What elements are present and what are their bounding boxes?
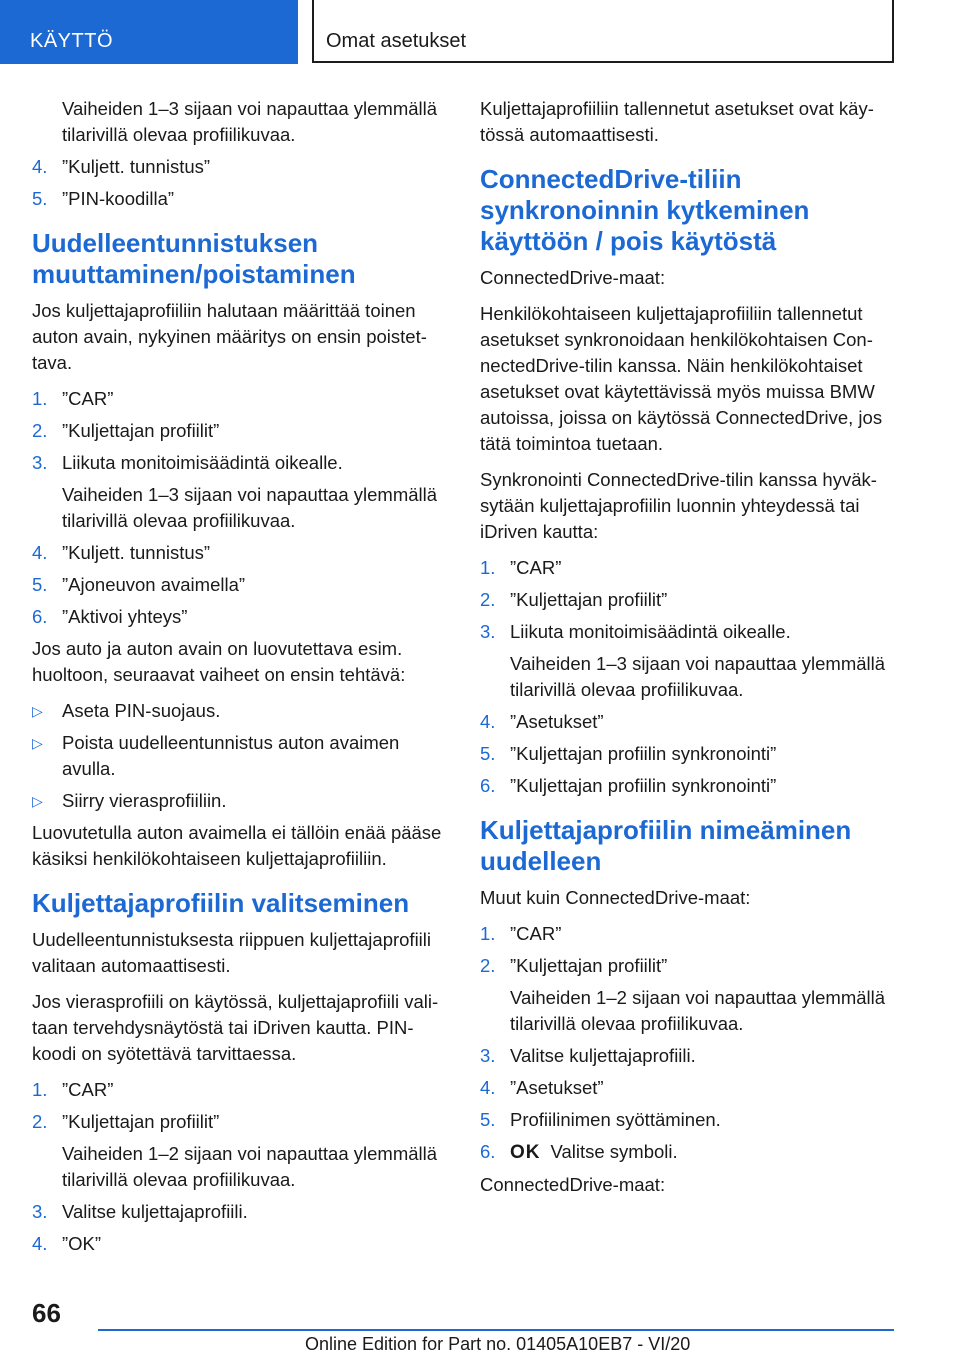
list-item [480, 1075, 900, 1101]
page-title: Omat asetukset [326, 30, 467, 52]
step-text: ”Kuljett. tunnistus” [62, 542, 211, 563]
paragraph: Muut kuin ConnectedDrive-maat: [480, 887, 751, 908]
step-text: Liikuta monitoimisäädintä oikealle. [510, 621, 791, 642]
step-text: Valitse symboli. [550, 1141, 678, 1162]
step-number: 3. [480, 621, 496, 642]
bullet-item [32, 730, 452, 782]
step-note: Vaiheiden 1–3 sijaan voi napauttaa ylemmällä tilarivillä olevaa profiilikuvaa. [62, 98, 438, 145]
chapter-label: KÄYTTÖ [30, 30, 114, 52]
step-text: ”CAR” [62, 1079, 114, 1100]
section-heading: Uudelleentunnistuksen muuttaminen/poistaminen [32, 228, 356, 289]
step-text: Valitse kuljettajaprofiili. [62, 1201, 248, 1222]
step-note: Vaiheiden 1–3 sijaan voi napauttaa ylemmällä tilarivillä olevaa profiilikuvaa. [510, 653, 886, 700]
step-number: 4. [32, 1233, 48, 1254]
step-text: ”OK” [62, 1233, 102, 1254]
paragraph: Synkronointi ConnectedDrive-tilin kanssa hyväksytään kuljettajaprofiilin luonnin yhteydessä tai iDriven kautta: [480, 469, 877, 542]
list-item [480, 709, 900, 735]
step-note: Vaiheiden 1–3 sijaan voi napauttaa ylemmällä tilarivillä olevaa profiilikuvaa. [62, 484, 438, 531]
step-number: 1. [32, 388, 48, 409]
step-number: 4. [32, 542, 48, 563]
paragraph: Jos auto ja auton avain on luovutettava esim. huoltoon, seuraavat vaiheet on ensin tehtävä: [32, 638, 406, 685]
step-text: ”Kuljettajan profiilit” [510, 955, 668, 976]
step-number: 1. [480, 923, 496, 944]
triangle-bullet-icon: ▷ [32, 793, 43, 809]
step-number: 6. [480, 775, 496, 796]
step-text: Valitse kuljettajaprofiili. [510, 1045, 696, 1066]
triangle-bullet-icon: ▷ [32, 703, 43, 719]
step-number: 6. [480, 1141, 496, 1162]
step-text: Liikuta monitoimisäädintä oikealle. [62, 452, 343, 473]
step-text: ”CAR” [510, 557, 562, 578]
step-text: ”Kuljettajan profiilit” [62, 420, 220, 441]
page-number: 66 [32, 1298, 61, 1328]
section-heading: Kuljettajaprofiilin valitseminen [32, 888, 410, 918]
list-item [32, 572, 452, 598]
list-item [32, 1109, 452, 1135]
paragraph: Jos kuljettajaprofiiliin halutaan määrittää toinen auton avain, nykyinen määritys on ensin poistettava. [32, 300, 427, 373]
paragraph: Uudelleentunnistuksesta riippuen kuljettajaprofiili valitaan automaattisesti. [32, 929, 432, 976]
step-number: 2. [32, 420, 48, 441]
list-item [480, 953, 900, 979]
list-item [32, 604, 452, 630]
ok-icon: OK [510, 1142, 541, 1163]
step-number: 5. [480, 743, 496, 764]
list-item [32, 186, 452, 212]
step-number: 5. [32, 574, 48, 595]
list-item [480, 741, 900, 767]
list-item [32, 1077, 452, 1103]
list-item [480, 1107, 900, 1133]
step-text: ”Asetukset” [510, 1077, 604, 1098]
paragraph: Henkilökohtaiseen kuljettajaprofiiliin tallennetut asetukset synkronoidaan henkilökohtaisen ConnectedDrive-tilin kanssa. Näin henkilökohtaiset asetukset ovat käytettävissä myös muissa BMW autoissa, joissa on käytössä ConnectedDrive, jos tätä toimintoa tuetaan. [480, 303, 883, 454]
step-text: ”Kuljett. tunnistus” [62, 156, 211, 177]
step-text: ”CAR” [62, 388, 114, 409]
list-item [480, 921, 900, 947]
footer-divider [98, 1329, 894, 1331]
list-item [32, 418, 452, 444]
step-number: 5. [32, 188, 48, 209]
list-item [480, 1139, 900, 1166]
list-item [480, 587, 900, 613]
list-item [480, 1043, 900, 1069]
paragraph: Luovutetulla auton avaimella ei tällöin enää pääse käsiksi henkilökohtaiseen kuljettajaprofiiliin. [32, 822, 442, 869]
triangle-bullet-icon: ▷ [32, 735, 43, 751]
step-number: 3. [480, 1045, 496, 1066]
right-column [480, 96, 900, 1208]
list-item [480, 773, 900, 799]
list-item [32, 450, 452, 476]
paragraph: ConnectedDrive-maat: [480, 1174, 666, 1195]
step-number: 5. [480, 1109, 496, 1130]
step-number: 1. [480, 557, 496, 578]
step-number: 1. [32, 1079, 48, 1100]
step-text: ”PIN-koodilla” [62, 188, 175, 209]
step-number: 4. [480, 711, 496, 732]
header-title-box [312, 0, 894, 63]
step-text: ”CAR” [510, 923, 562, 944]
paragraph: ConnectedDrive-maat: [480, 267, 666, 288]
step-text: ”Asetukset” [510, 711, 604, 732]
step-number: 4. [32, 156, 48, 177]
list-item [32, 1199, 452, 1225]
list-item [32, 154, 452, 180]
paragraph: Jos vierasprofiili on käytössä, kuljettajaprofiili valitaan tervehdysnäytöstä tai iDriven kautta. PIN-koodi on syötettävä tarvittaessa. [32, 991, 439, 1064]
bullet-text: Poista uudelleentunnistus auton avaimen avulla. [62, 732, 400, 779]
footer-edition: Online Edition for Part no. 01405A10EB7 - VI/20 [305, 1334, 691, 1354]
step-number: 4. [480, 1077, 496, 1098]
step-note: Vaiheiden 1–2 sijaan voi napauttaa ylemmällä tilarivillä olevaa profiilikuvaa. [510, 987, 886, 1034]
step-number: 3. [32, 1201, 48, 1222]
list-item [480, 555, 900, 581]
step-number: 2. [32, 1111, 48, 1132]
bullet-item [32, 788, 452, 814]
step-number: 6. [32, 606, 48, 627]
step-number: 3. [32, 452, 48, 473]
left-column [32, 96, 452, 1263]
step-text: ”Kuljettajan profiilit” [62, 1111, 220, 1132]
step-number: 2. [480, 955, 496, 976]
paragraph: Kuljettajaprofiiliin tallennetut asetukset ovat käytössä automaattisesti. [480, 98, 874, 145]
bullet-text: Siirry vierasprofiiliin. [62, 790, 227, 811]
chapter-tab [0, 0, 298, 64]
list-item [480, 619, 900, 645]
bullet-text: Aseta PIN-suojaus. [62, 700, 221, 721]
step-text: ”Kuljettajan profiilin synkronointi” [510, 743, 777, 764]
step-text: ”Kuljettajan profiilit” [510, 589, 668, 610]
list-item [32, 540, 452, 566]
step-text: Profiilinimen syöttäminen. [510, 1109, 721, 1130]
list-item [32, 386, 452, 412]
step-text: ”Kuljettajan profiilin synkronointi” [510, 775, 777, 796]
step-text: ”Ajoneuvon avaimella” [62, 574, 246, 595]
section-heading: ConnectedDrive-tiliin synkronoinnin kytkeminen käyttöön / pois käytöstä [480, 164, 810, 256]
section-heading: Kuljettajaprofiilin nimeäminen uudelleen [480, 815, 852, 876]
step-note: Vaiheiden 1–2 sijaan voi napauttaa ylemmällä tilarivillä olevaa profiilikuvaa. [62, 1143, 438, 1190]
list-item [32, 1231, 452, 1257]
bullet-item [32, 698, 452, 724]
step-text: ”Aktivoi yhteys” [62, 606, 188, 627]
step-number: 2. [480, 589, 496, 610]
